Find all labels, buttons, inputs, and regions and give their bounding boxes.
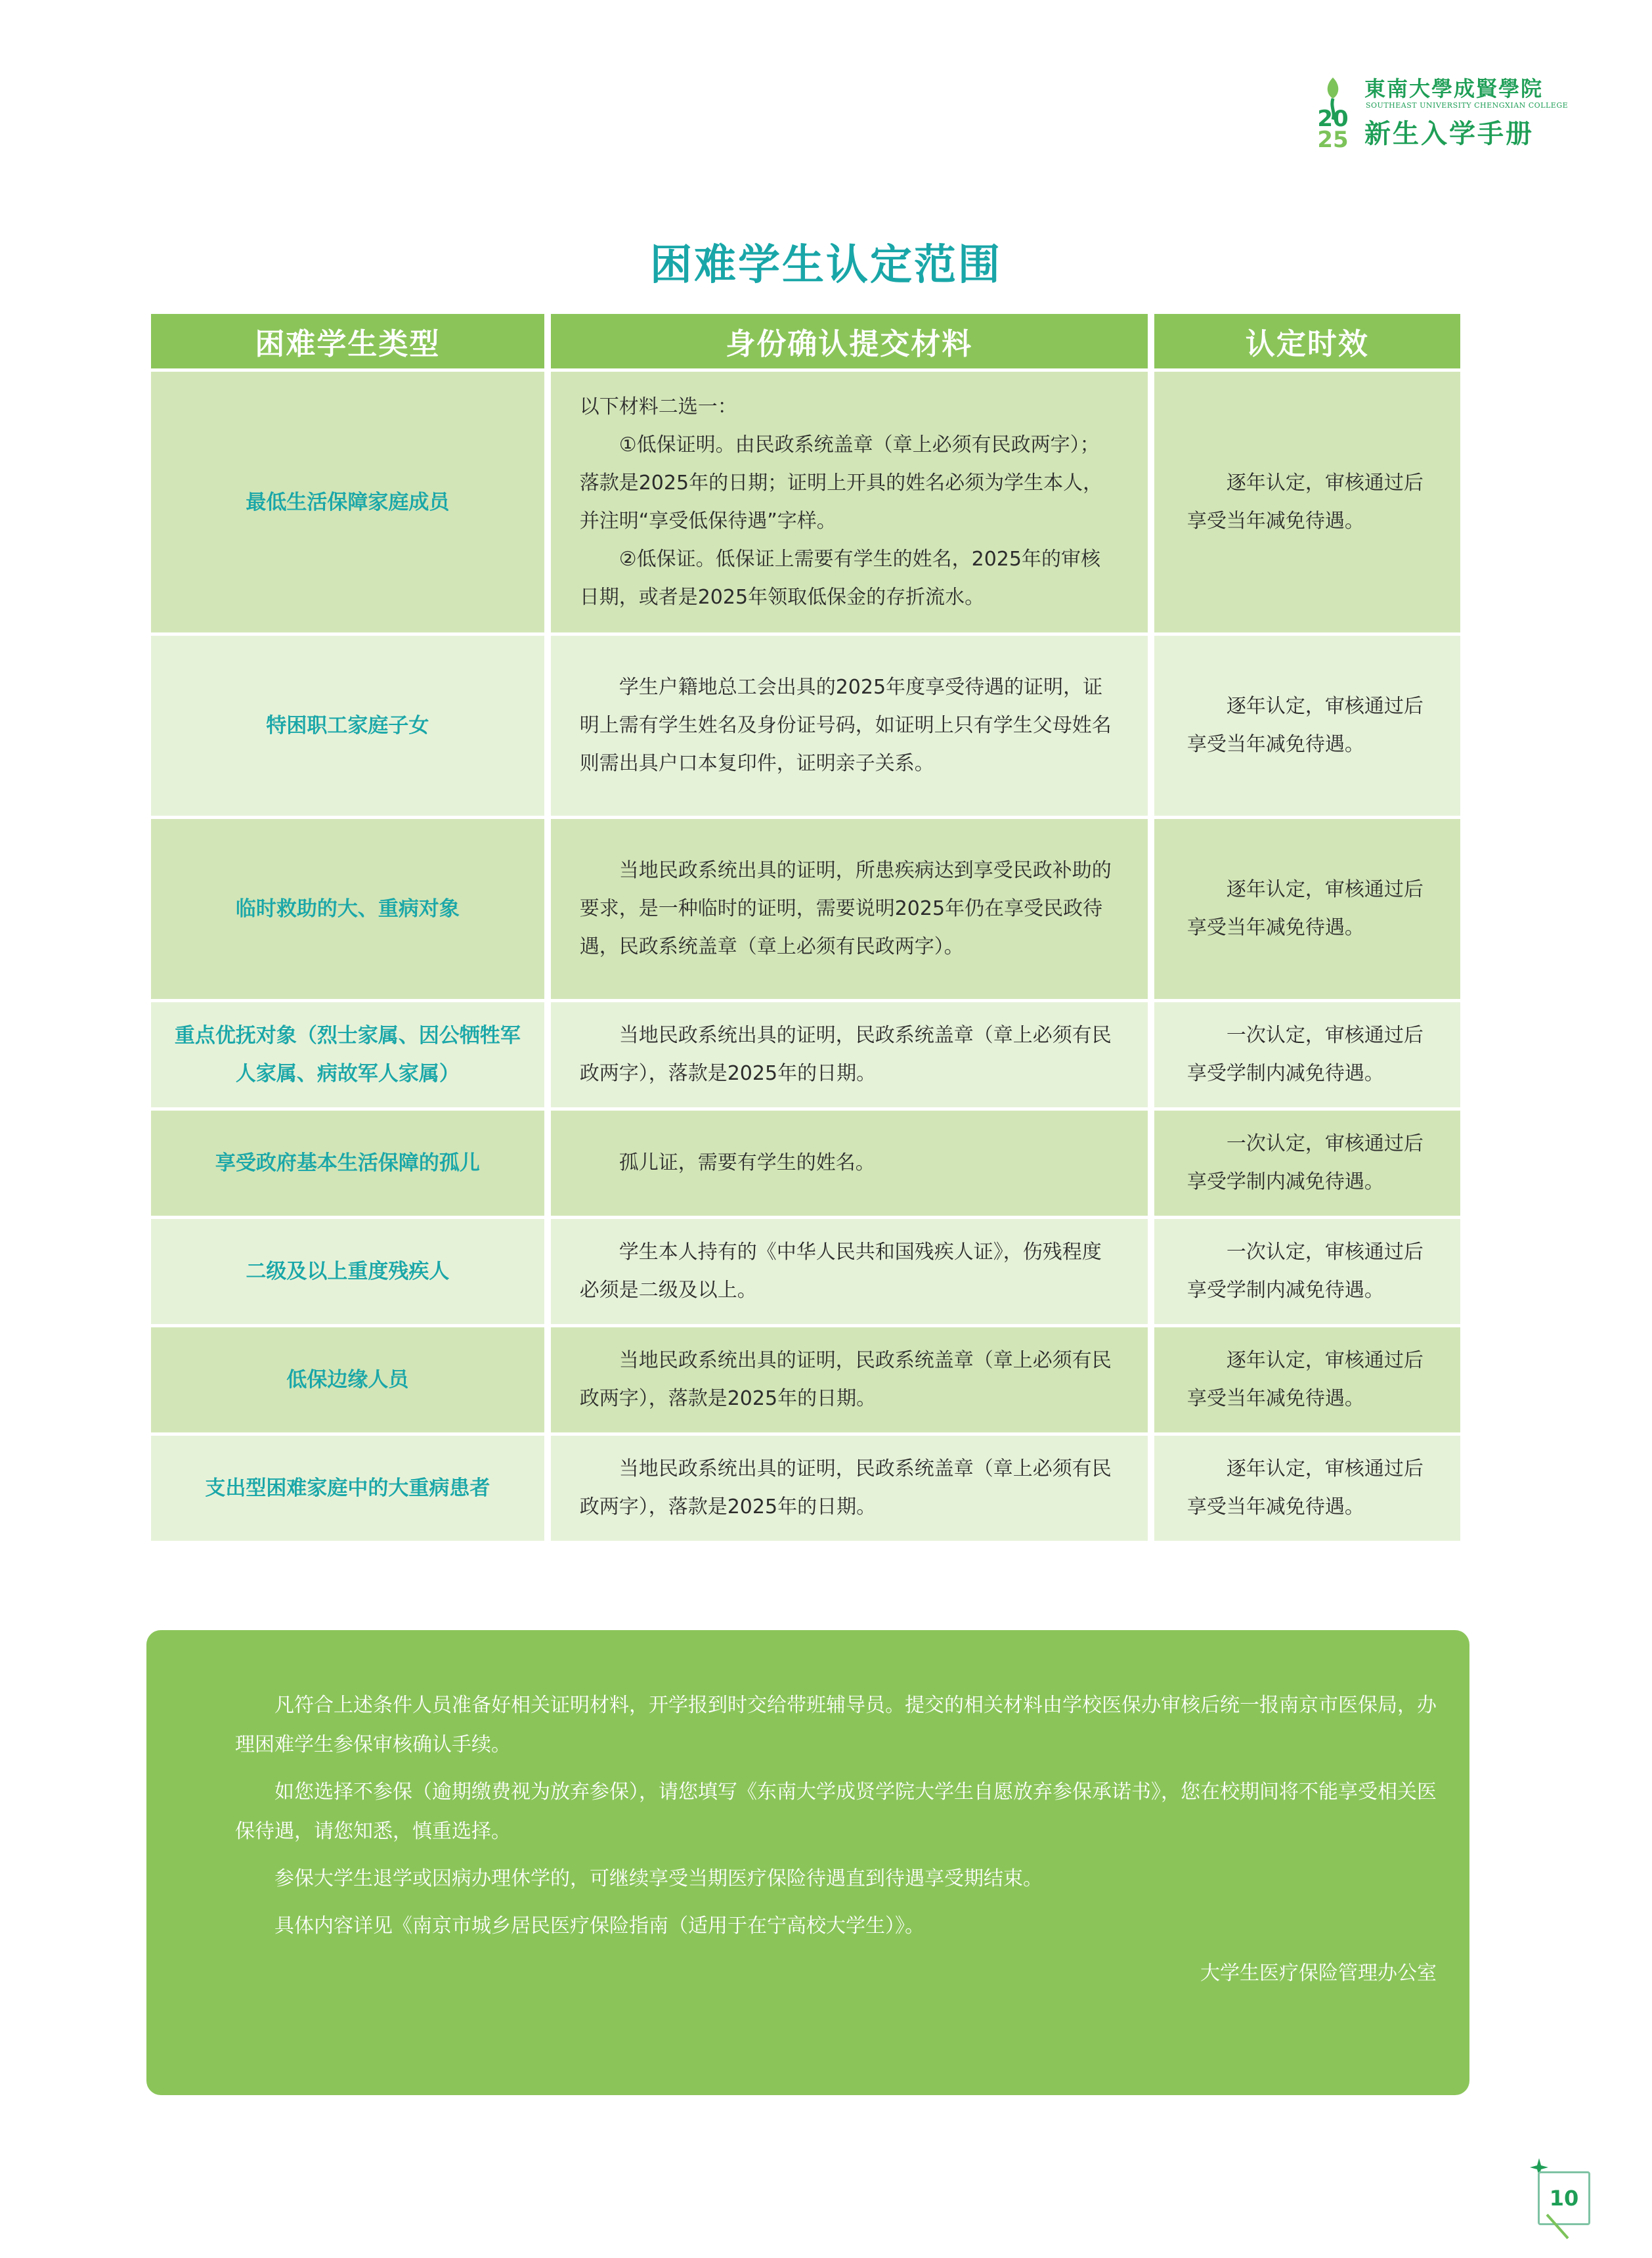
materials-cell xyxy=(551,1436,1148,1541)
materials-line: 孤儿证，需要有学生的姓名。 xyxy=(619,1151,875,1174)
note-paragraph: 凡符合上述条件人员准备好相关证明材料，开学报到时交给带班辅导员。提交的相关材料由学校医保办审核后统一报南京市医保局，办理困难学生参保审核确认手续。 xyxy=(235,1694,1437,1756)
materials-cell xyxy=(551,636,1148,816)
insurance-note-panel xyxy=(146,1630,1469,2095)
handbook-title: 新生入学手册 xyxy=(1364,119,1534,149)
validity-cell: 一次认定，审核通过后享受学制内减免待遇。 xyxy=(1154,1219,1460,1324)
table-row xyxy=(151,1002,1460,1107)
slash-decoration-icon xyxy=(1544,2212,1571,2241)
table-row xyxy=(151,1111,1460,1216)
materials-line: 当地民政系统出具的证明，民政系统盖章（章上必须有民政两字），落款是2025年的日期。 xyxy=(579,1349,1112,1410)
student-type-cell: 最低生活保障家庭成员 xyxy=(151,372,544,632)
table-row xyxy=(151,1219,1460,1324)
materials-cell xyxy=(551,372,1148,632)
note-paragraph: 如您选择不参保（逾期缴费视为放弃参保），请您填写《东南大学成贤学院大学生自愿放弃参保承诺书》，您在校期间将不能享受相关医保待遇，请您知悉，慎重选择。 xyxy=(235,1781,1437,1843)
page-title: 困难学生认定范围 xyxy=(650,241,1002,290)
column-header-materials: 身份确认提交材料 xyxy=(551,314,1148,368)
eligibility-table xyxy=(144,311,1467,1544)
validity-cell: 逐年认定，审核通过后享受当年减免待遇。 xyxy=(1154,636,1460,816)
svg-text:25: 25 xyxy=(1317,127,1349,150)
table-row xyxy=(151,636,1460,816)
validity-cell: 逐年认定，审核通过后享受当年减免待遇。 xyxy=(1154,1327,1460,1432)
student-type-cell: 临时救助的大、重病对象 xyxy=(151,819,544,999)
validity-cell: 逐年认定，审核通过后享受当年减免待遇。 xyxy=(1154,1436,1460,1541)
table-row xyxy=(151,1436,1460,1541)
materials-line: 当地民政系统出具的证明，所患疾病达到享受民政补助的要求，是一种临时的证明，需要说明2025年仍在享受民政待遇，民政系统盖章（章上必须有民政两字）。 xyxy=(579,859,1112,958)
validity-cell: 一次认定，审核通过后享受学制内减免待遇。 xyxy=(1154,1111,1460,1216)
validity-cell: 逐年认定，审核通过后享受当年减免待遇。 xyxy=(1154,372,1460,632)
materials-line: ②低保证。低保证上需要有学生的姓名，2025年的审核日期，或者是2025年领取低保金的存折流水。 xyxy=(579,547,1100,609)
materials-line: 学生本人持有的《中华人民共和国残疾人证》，伤残程度必须是二级及以上。 xyxy=(579,1241,1102,1302)
college-emblem-icon xyxy=(1307,71,1359,150)
student-type-cell: 二级及以上重度残疾人 xyxy=(151,1219,544,1324)
note-paragraph: 具体内容详见《南京市城乡居民医疗保险指南（适用于在宁高校大学生）》。 xyxy=(274,1915,924,1937)
note-paragraph: 参保大学生退学或因病办理休学的，可继续享受当期医疗保险待遇直到待遇享受期结束。 xyxy=(274,1867,1043,1890)
column-header-validity: 认定时效 xyxy=(1154,314,1460,368)
student-type-cell: 享受政府基本生活保障的孤儿 xyxy=(151,1111,544,1216)
materials-cell xyxy=(551,819,1148,999)
student-type-cell: 支出型困难家庭中的大重病患者 xyxy=(151,1436,544,1541)
materials-line: 以下材料二选一： xyxy=(579,395,737,418)
svg-text:20: 20 xyxy=(1317,106,1349,132)
student-type-cell: 低保边缘人员 xyxy=(151,1327,544,1432)
school-name: 東南大學成賢學院 xyxy=(1364,76,1544,101)
materials-line: 当地民政系统出具的证明，民政系统盖章（章上必须有民政两字），落款是2025年的日期。 xyxy=(579,1457,1112,1518)
validity-cell: 一次认定，审核通过后享受学制内减免待遇。 xyxy=(1154,1002,1460,1107)
student-type-cell: 特困职工家庭子女 xyxy=(151,636,544,816)
page-number: 10 xyxy=(1549,2186,1579,2211)
materials-cell xyxy=(551,1219,1148,1324)
materials-line: ①低保证明。由民政系统盖章（章上必须有民政两字）；落款是2025年的日期；证明上开具的姓名必须为学生本人，并注明“享受低保待遇”字样。 xyxy=(579,433,1103,533)
materials-line: 当地民政系统出具的证明，民政系统盖章（章上必须有民政两字），落款是2025年的日期。 xyxy=(579,1024,1112,1085)
materials-cell xyxy=(551,1327,1148,1432)
table-row xyxy=(151,372,1460,632)
table-row xyxy=(151,819,1460,999)
materials-line: 学生户籍地总工会出具的2025年度享受待遇的证明，证明上需有学生姓名及身份证号码，如证明上只有学生父母姓名则需出具户口本复印件，证明亲子关系。 xyxy=(579,676,1112,775)
note-signature: 大学生医疗保险管理办公室 xyxy=(1200,1962,1437,1985)
column-header-type: 困难学生类型 xyxy=(151,314,544,368)
materials-cell xyxy=(551,1002,1148,1107)
materials-cell xyxy=(551,1111,1148,1216)
table-row xyxy=(151,1327,1460,1432)
table-header-row xyxy=(151,314,1460,368)
school-name-en: SOUTHEAST UNIVERSITY CHENGXIAN COLLEGE xyxy=(1366,101,1569,110)
college-logo xyxy=(1307,66,1569,151)
validity-cell: 逐年认定，审核通过后享受当年减免待遇。 xyxy=(1154,819,1460,999)
student-type-cell: 重点优抚对象（烈士家属、因公牺牲军人家属、病故军人家属） xyxy=(151,1002,544,1107)
